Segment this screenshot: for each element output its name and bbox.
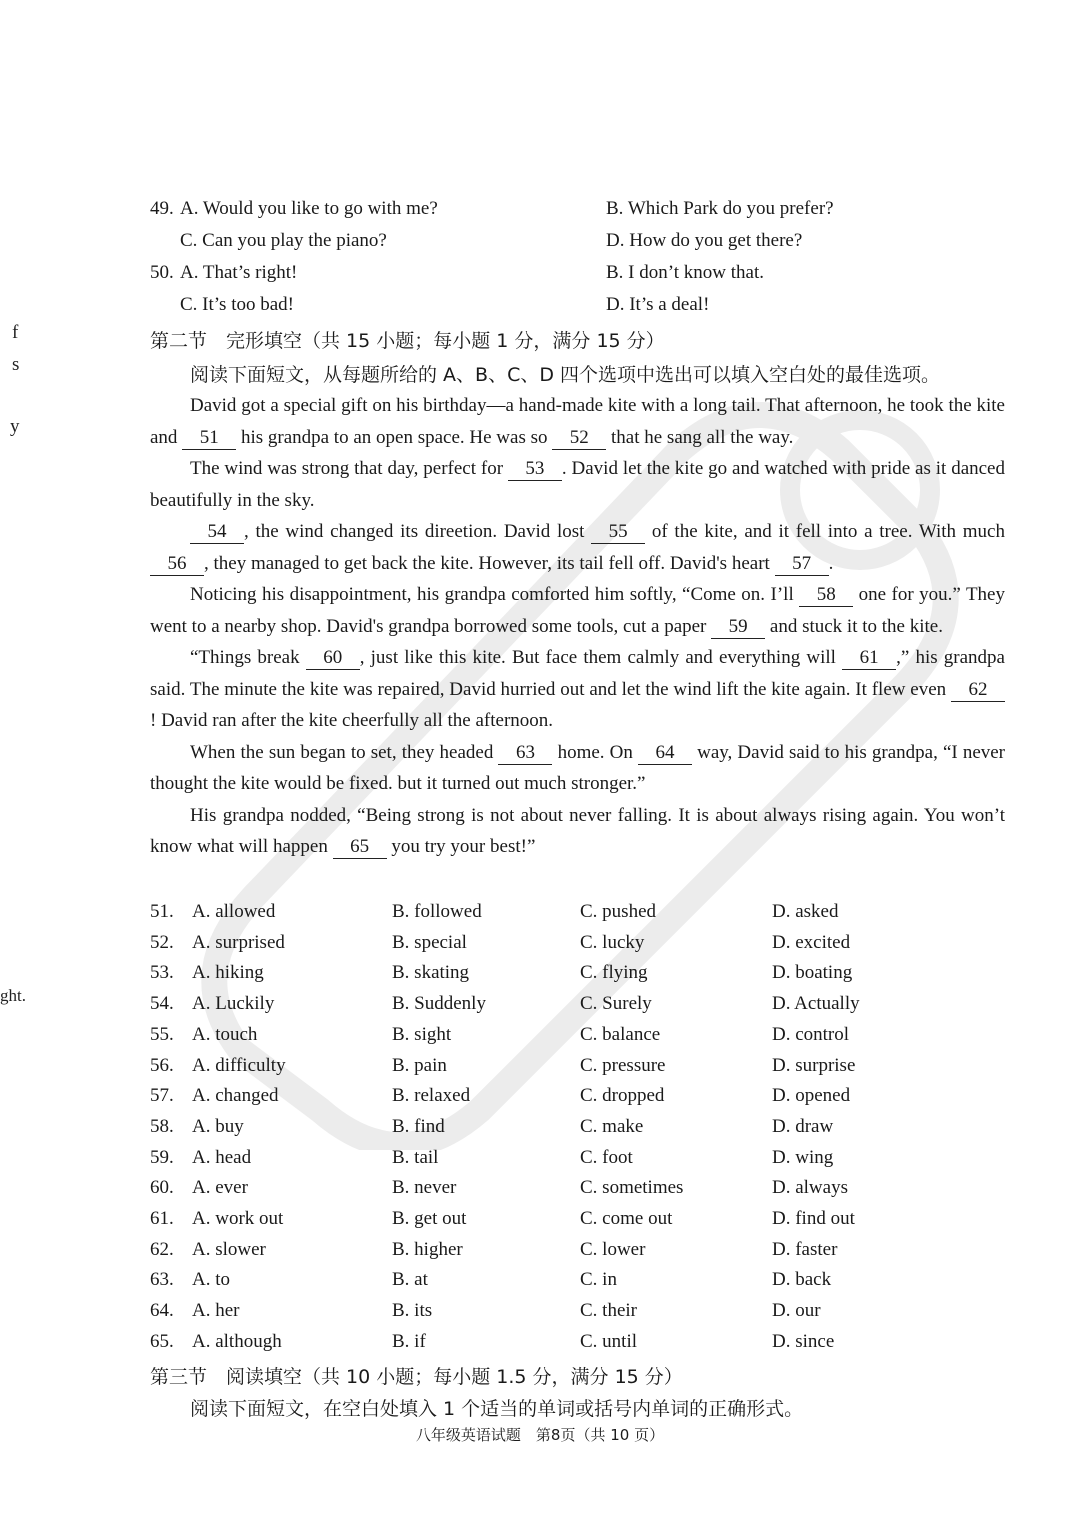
option-row [150,1116,1020,1146]
option-number: 62. [150,1238,174,1260]
option-a: A. That’s right! [180,262,298,283]
option-b: B. if [392,1330,426,1352]
option-d: D. back [772,1269,832,1291]
option-b: B. sight [392,1023,452,1045]
passage-paragraph: Noticing his disappointment, his grandpa comforted him softly, “Come on. I’ll 58 one for you.” They went to a nearby shop. David's grandpa borrowed some tools, cut a paper 59 and stuck it to the kite. [150,584,1005,637]
option-row [150,1147,1020,1177]
blank-59: 59 [711,616,765,639]
section-2-instruction: 阅读下面短文，从每题所给的 A、B、C、D 四个选项中选出可以填入空白处的最佳选项。 [190,364,941,386]
option-number: 61. [150,1208,174,1229]
option-d: D. asked [772,901,839,922]
option-number: 65. [150,1330,174,1352]
option-b: B. special [392,931,467,953]
option-d: D. surprise [772,1054,856,1076]
blank-62: 62 [951,679,1005,702]
option-a: A. ever [192,1177,248,1199]
option-c: C. their [580,1300,637,1322]
option-row [150,1055,1020,1085]
option-a: A. difficulty [192,1054,286,1076]
option-d: D. draw [772,1115,834,1137]
option-row [150,1208,1020,1238]
option-row [150,1024,1020,1054]
option-d: D. our [772,1300,821,1322]
option-c: C. make [580,1115,644,1137]
option-c: C. Can you play the piano? [180,230,387,251]
blank-51: 51 [182,427,236,450]
option-c: C. until [580,1330,638,1352]
option-d: D. It’s a deal! [606,294,710,315]
option-b: B. at [392,1269,428,1291]
option-number: 64. [150,1300,174,1322]
option-c: C. come out [580,1208,673,1229]
option-d: D. find out [772,1208,855,1229]
option-c: C. foot [580,1146,633,1168]
option-a: A. her [192,1300,240,1322]
section-2-title: 第二节 完形填空（共 15 小题；每小题 1 分，满分 15 分） [150,330,665,352]
section-3-title: 第三节 阅读填空（共 10 小题；每小题 1.5 分，满分 15 分） [150,1366,683,1388]
option-c: C. Surely [580,993,652,1015]
option-c: C. pushed [580,901,656,922]
option-row [150,1300,1020,1330]
blank-52: 52 [552,427,606,450]
option-b: B. Which Park do you prefer? [606,198,834,219]
option-row [150,932,1020,962]
blank-53: 53 [508,458,562,481]
option-d: D. boating [772,962,853,984]
option-b: B. never [392,1177,457,1199]
option-c: C. sometimes [580,1177,684,1199]
option-a: A. surprised [192,931,285,953]
option-row [150,1269,1020,1299]
option-a: A. to [192,1269,230,1291]
option-b: B. its [392,1300,433,1322]
option-d: D. How do you get there? [606,230,803,251]
option-d: D. Actually [772,993,860,1015]
option-b: B. followed [392,901,482,922]
option-row [150,901,1020,931]
option-a: A. although [192,1330,282,1352]
option-c: C. flying [580,962,648,984]
option-b: B. higher [392,1238,463,1260]
section-3-instruction: 阅读下面短文，在空白处填入 1 个适当的单词或括号内单词的正确形式。 [190,1398,804,1420]
option-row [150,1085,1020,1115]
option-b: B. find [392,1115,445,1137]
option-d: D. since [772,1330,835,1352]
option-d: D. excited [772,931,851,953]
option-c: C. pressure [580,1054,666,1076]
question-50-row-1 [150,262,1020,292]
blank-56: 56 [150,553,204,576]
option-row [150,1239,1020,1269]
option-b: B. relaxed [392,1085,471,1107]
option-number: 55. [150,1023,174,1045]
option-a: A. Would you like to go with me? [180,198,438,219]
passage-paragraph: David got a special gift on his birthday—a hand-made kite with a long tail. That afternoon, he took the kite and 51 his grandpa to an open space. He was so 52 that he sang all the way. [150,395,1005,448]
option-c: C. It’s too bad! [180,294,294,315]
option-b: B. I don’t know that. [606,262,764,283]
option-c: C. lucky [580,931,645,953]
page-footer: 八年级英语试题 第8页（共 10 页） [415,1426,665,1444]
question-49-row-1 [150,198,1020,228]
blank-57: 57 [775,553,829,576]
option-number: 59. [150,1146,174,1168]
option-d: D. control [772,1023,850,1045]
blank-60: 60 [306,647,360,670]
option-a: A. touch [192,1023,258,1045]
blank-55: 55 [591,521,645,544]
option-row [150,1177,1020,1207]
option-c: C. in [580,1269,617,1291]
option-a: A. head [192,1146,252,1168]
option-d: D. wing [772,1146,834,1168]
question-49-row-2 [150,230,1020,260]
option-number: 56. [150,1054,174,1076]
option-number: 54. [150,993,174,1015]
option-number: 51. [150,901,174,922]
margin-mark: f [12,322,19,343]
option-c: C. balance [580,1023,661,1045]
margin-mark: ght. [0,986,26,1005]
blank-54: 54 [190,521,244,544]
passage-paragraph: “Things break 60 , just like this kite. But face them calmly and everything will 61 ,” his grandpa said. The minute the kite was repaired, David hurried out and let the wind lift the kite again. It flew even 62! David ran after the kite cheerfully all the afternoon. [150,647,1005,731]
margin-mark: s [12,354,20,375]
option-b: B. tail [392,1146,439,1168]
option-number: 58. [150,1115,174,1137]
blank-65: 65 [333,836,387,859]
option-b: B. pain [392,1054,447,1076]
option-a: A. hiking [192,962,264,984]
passage-paragraph: When the sun began to set, they headed 63 home. On 64 way, David said to his grandpa, “I never thought the kite would be fixed. but it turned out much stronger.” [150,741,1006,794]
option-number: 53. [150,962,174,984]
option-a: A. Luckily [192,993,275,1015]
option-b: B. Suddenly [392,993,486,1015]
option-a: A. work out [192,1208,284,1229]
question-number: 49. [150,198,174,219]
blank-63: 63 [498,742,552,765]
option-number: 60. [150,1177,174,1199]
option-number: 63. [150,1269,174,1291]
option-b: B. skating [392,962,470,984]
option-d: D. always [772,1177,848,1199]
option-d: D. opened [772,1085,851,1107]
cloze-passage [150,390,1005,863]
option-number: 52. [150,931,174,953]
passage-paragraph: His grandpa nodded, “Being strong is not about never falling. It is about always rising again. You won’t know what will happen 65 you try your best!” [150,804,1005,857]
option-c: C. dropped [580,1085,665,1107]
option-row [150,962,1020,992]
option-row [150,1331,1020,1361]
blank-61: 61 [842,647,896,670]
option-a: A. allowed [192,901,276,922]
question-50-row-2 [150,294,1020,324]
option-a: A. buy [192,1115,244,1137]
option-a: A. slower [192,1238,266,1260]
blank-58: 58 [799,584,853,607]
option-d: D. faster [772,1238,838,1260]
option-row [150,993,1020,1023]
option-b: B. get out [392,1208,467,1229]
passage-paragraph: 54 , the wind changed its direetion. David lost 55 of the kite, and it fell into a tree. With much 56 , they managed to get back the kite. However, its tail fell off. David's heart 57 . [150,516,1005,579]
option-number: 57. [150,1085,174,1107]
option-a: A. changed [192,1085,279,1107]
margin-mark: y [10,416,20,437]
option-c: C. lower [580,1238,646,1260]
passage-paragraph: The wind was strong that day, perfect for 53 . David let the kite go and watched with pride as it danced beautifully in the sky. [150,458,1005,511]
blank-64: 64 [638,742,692,765]
question-number: 50. [150,262,174,283]
